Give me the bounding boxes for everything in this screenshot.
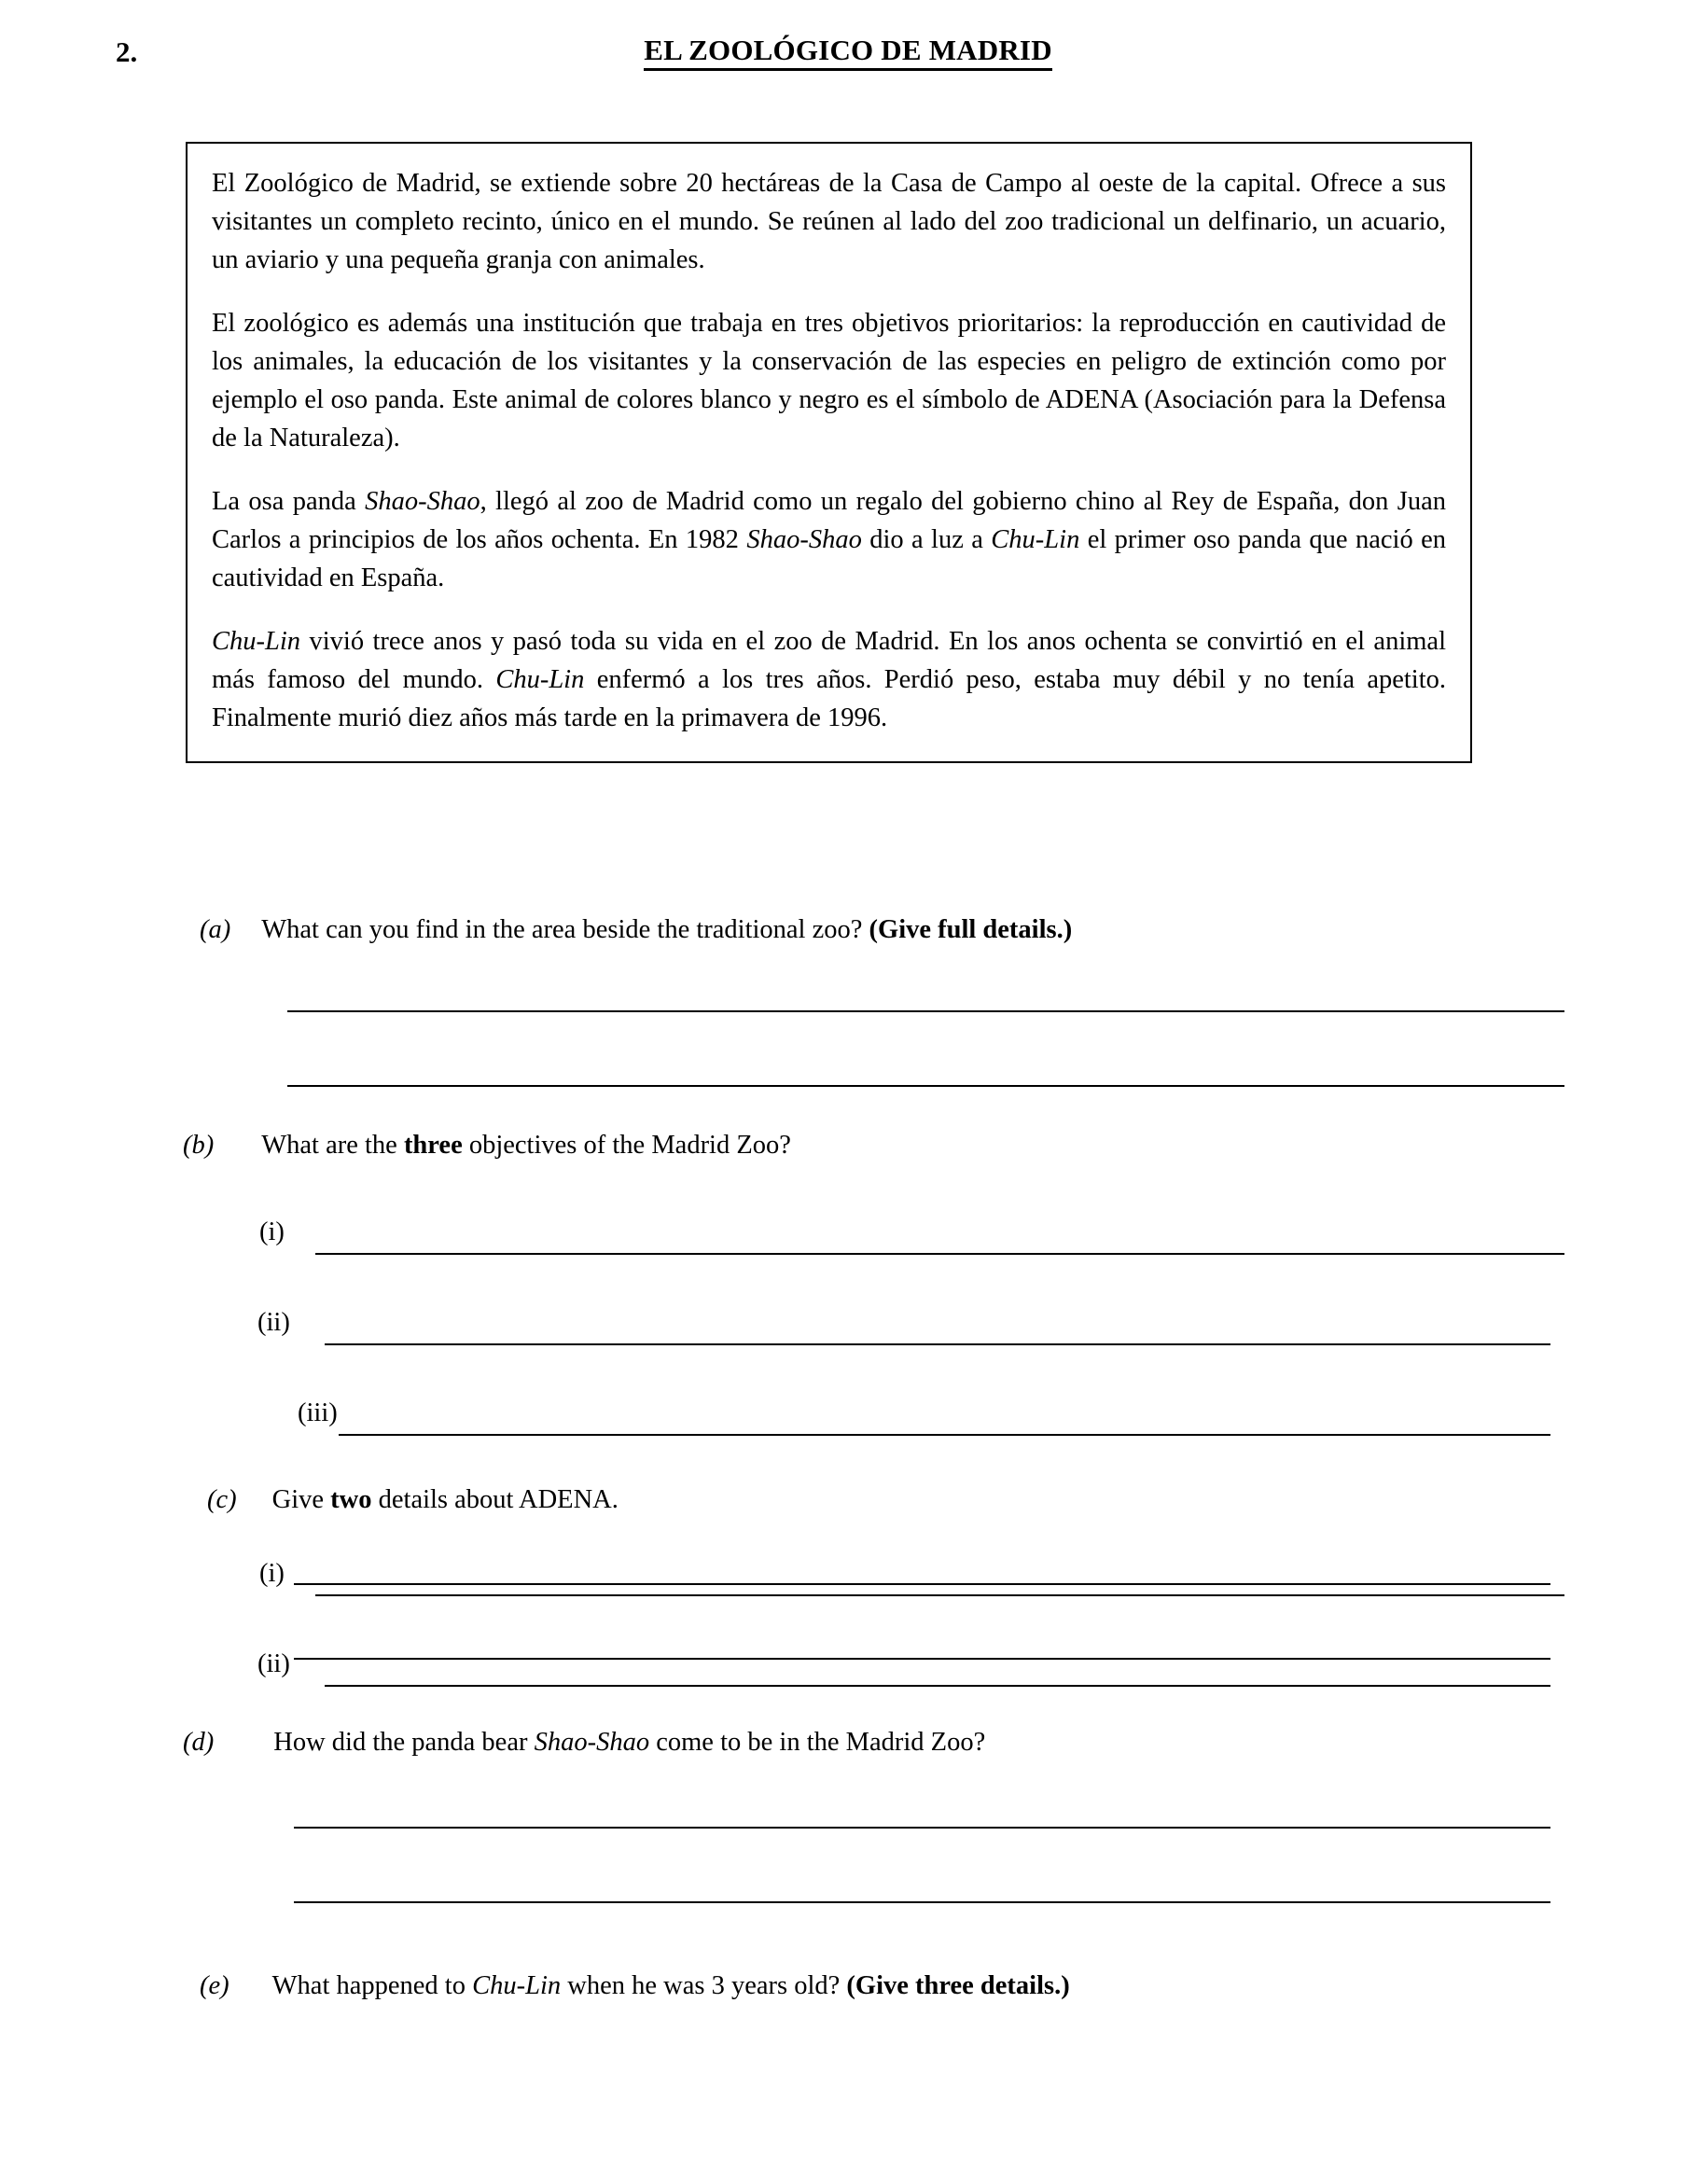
question-c — [207, 1482, 619, 1518]
answer-line-e[interactable] — [294, 1901, 1550, 1903]
italic-run: Chu-Lin — [472, 1971, 562, 2000]
italic-run: Shao-Shao — [746, 525, 862, 555]
page-header — [0, 21, 1696, 77]
question-a — [200, 912, 1072, 948]
answer-line-b-1[interactable] — [315, 1253, 1564, 1255]
sub-item-label-b-3: (iii) — [298, 1398, 338, 1427]
bold-run: two — [330, 1485, 372, 1514]
question-label-a: (a) — [200, 915, 231, 944]
page-title-text: EL ZOOLÓGICO DE MADRID — [644, 34, 1052, 71]
text-run: El zoológico es además una institución que trabaja en tres objetivos prioritarios: la reproducción en cautividad de los animales, la educación de los visitantes y la conservación de las especies en peligro de extinción como por ejemplo el oso panda. Este animal de colores blanco y negro es el símbolo de ADENA (Asociación para la Defensa de la Naturaleza). — [212, 309, 1446, 453]
text-run: How did the panda bear — [273, 1728, 535, 1757]
text-run: come to be in the Madrid Zoo? — [649, 1728, 986, 1757]
sub-item-label-b-2: (ii) — [257, 1308, 290, 1337]
answer-line-a[interactable] — [287, 1085, 1564, 1087]
sub-item-label-b-1: (i) — [259, 1217, 285, 1246]
text-run: dio a luz a — [861, 525, 992, 555]
italic-run: Chu-Lin — [495, 665, 585, 695]
answer-line-c-1[interactable] — [315, 1594, 1564, 1596]
bold-run: (Give full details.) — [869, 915, 1073, 944]
answer-line-a[interactable] — [287, 1010, 1564, 1012]
text-run: objectives of the Madrid Zoo? — [462, 1131, 791, 1160]
text-run: What are the — [261, 1131, 404, 1160]
answer-line-e[interactable] — [294, 1827, 1550, 1829]
sub-item-label-c-1: (i) — [259, 1559, 285, 1588]
question-label-b: (b) — [183, 1131, 215, 1160]
text-run: What happened to — [271, 1971, 473, 2000]
italic-run: Shao-Shao — [365, 487, 480, 517]
text-run: La osa panda — [212, 487, 366, 517]
text-run: El Zoológico de Madrid, se extiende sobre 20 hectáreas de la Casa de Campo al oeste de la capital. Ofrece a sus visitantes un completo recinto, único en el mundo. Se reúnen al lado del zoo tradicional un delfinario, un acuario, un aviario y una pequeña granja con animales. — [212, 169, 1446, 275]
question-label-d: (d) — [183, 1728, 215, 1757]
passage-paragraph — [212, 622, 1446, 737]
text-run: , llegó al zoo de Madrid como un regalo del gobierno chino al Rey de España, don Juan Carlos a principios de los años ochenta. En 1982 — [212, 487, 1446, 555]
bold-run: three — [403, 1131, 463, 1160]
answer-line-b-2[interactable] — [325, 1343, 1550, 1345]
answer-line-d[interactable] — [294, 1658, 1550, 1660]
text-run: What can you find in the area beside the traditional zoo? — [261, 915, 869, 944]
italic-run: Chu-Lin — [991, 525, 1080, 555]
question-label-c: (c) — [207, 1485, 237, 1514]
question-number: 2. — [116, 35, 138, 68]
question-text-e — [272, 1968, 1070, 2004]
text-run: vivió trece anos y pasó toda su vida en el zoo de Madrid. En los anos ochenta se convirtió en el animal más famoso del mundo. — [212, 627, 1446, 695]
text-run: details about ADENA. — [371, 1485, 619, 1514]
text-run: when he was 3 years old? — [561, 1971, 847, 2000]
question-text-c — [272, 1482, 619, 1518]
question-text-b — [261, 1128, 791, 1163]
question-text-a — [261, 912, 1072, 948]
text-run: Give — [271, 1485, 331, 1514]
page-title — [0, 34, 1696, 67]
passage-paragraph — [212, 164, 1446, 279]
question-b — [183, 1128, 791, 1163]
italic-run: Shao-Shao — [534, 1728, 650, 1757]
text-run: enfermó a los tres años. Perdió peso, estaba muy débil y no tenía apetito. Finalmente murió diez años más tarde en la primavera de 1996. — [212, 665, 1447, 733]
question-d — [183, 1725, 985, 1760]
passage-paragraph — [212, 304, 1446, 457]
question-label-e: (e) — [200, 1971, 229, 2000]
answer-line-d[interactable] — [294, 1583, 1550, 1585]
answer-line-c-2[interactable] — [325, 1685, 1550, 1687]
bold-run: (Give three details.) — [846, 1971, 1070, 2000]
question-e — [200, 1968, 1070, 2004]
answer-line-b-3[interactable] — [339, 1434, 1550, 1436]
passage-paragraph — [212, 482, 1446, 597]
italic-run: Chu-Lin — [212, 627, 301, 657]
text-run: el primer oso panda que nació en cautividad en España. — [212, 525, 1446, 593]
reading-passage-box — [186, 142, 1472, 763]
sub-item-label-c-2: (ii) — [257, 1649, 290, 1678]
question-text-d — [273, 1725, 985, 1760]
